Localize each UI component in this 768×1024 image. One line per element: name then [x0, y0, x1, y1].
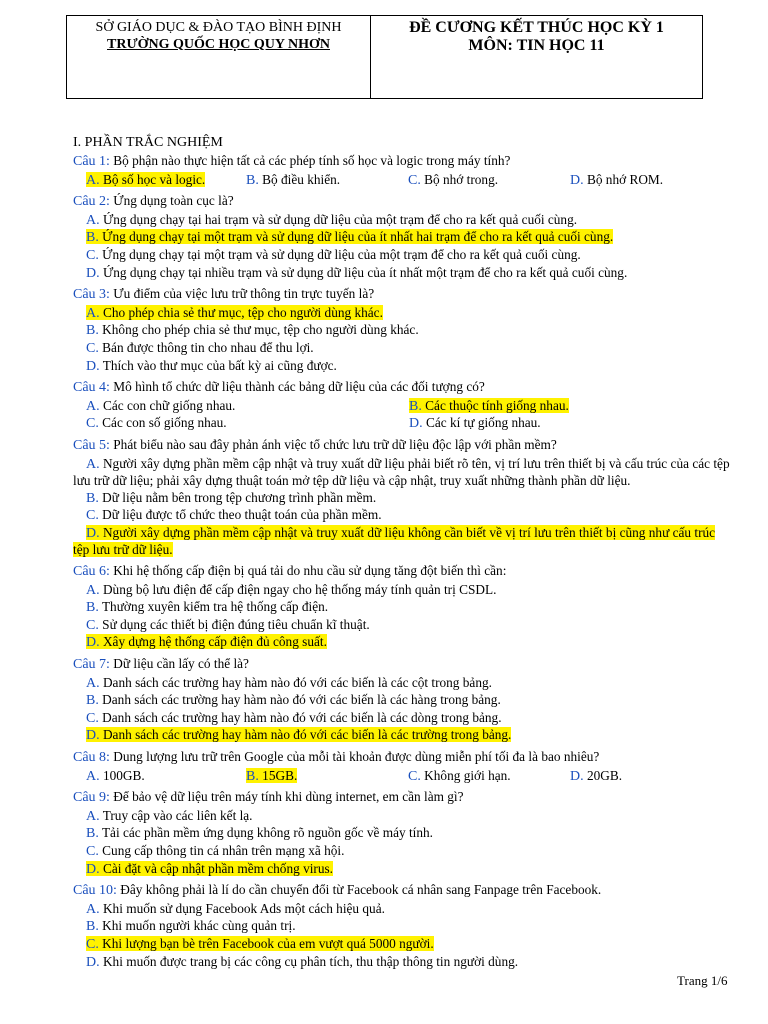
- answer-body: [86, 710, 502, 725]
- option-text: Thường xuyên kiểm tra hệ thống cấp điện.: [101, 599, 329, 615]
- correct-answer-highlight: [86, 936, 434, 951]
- option-letter: B.: [409, 398, 422, 414]
- option-letter: D.: [86, 635, 100, 651]
- answer-body: [86, 692, 501, 707]
- question-number: Câu 4:: [73, 380, 110, 396]
- question-number: Câu 2:: [73, 194, 110, 210]
- answer-option: [73, 456, 733, 490]
- option-letter: A.: [86, 901, 100, 917]
- option-text: Không cho phép chia sẻ thư mục, tệp cho người dùng khác.: [102, 322, 419, 338]
- question-stem: [73, 193, 733, 211]
- answer-body: [86, 340, 314, 355]
- question-item: [73, 882, 733, 971]
- option-letter: B.: [246, 768, 259, 784]
- option-letter: D.: [86, 358, 100, 374]
- option-text: Truy cập vào các liên kết lạ.: [102, 807, 253, 823]
- question-text: Dữ liệu cần lấy có thể là?: [113, 656, 249, 672]
- question-number: Câu 1:: [73, 154, 110, 169]
- correct-answer-highlight: [246, 768, 297, 783]
- option-letter: A.: [86, 808, 100, 824]
- option-text: Tải các phần mềm ứng dụng không rõ nguồn gốc về máy tính.: [101, 825, 433, 841]
- option-letter: B.: [86, 230, 99, 246]
- option-letter: B.: [86, 323, 99, 339]
- question-stem: [73, 379, 733, 397]
- question-stem: [73, 437, 733, 455]
- answer-option: [408, 768, 570, 786]
- option-text: Danh sách các trường hay hàm nào đó với các biến là các hàng trong bảng.: [102, 692, 501, 708]
- option-text: Bộ số học và logic.: [102, 171, 206, 187]
- answer-option: [86, 247, 733, 265]
- option-text: Các kí tự giống nhau.: [425, 415, 541, 431]
- answer-body: [570, 768, 622, 783]
- question-stem: [73, 656, 733, 674]
- answer-option: [246, 768, 408, 786]
- answer-option: [86, 265, 733, 283]
- option-letter: C.: [408, 768, 421, 784]
- answer-body: [86, 507, 382, 522]
- option-text: Cung cấp thông tin cá nhân trên mạng xã hội.: [102, 842, 345, 858]
- question-text: Bộ phận nào thực hiện tất cả các phép tính số học và logic trong máy tính?: [113, 153, 511, 168]
- option-text: Các con số giống nhau.: [102, 415, 227, 431]
- question-item: [73, 789, 733, 878]
- answer-body: [86, 212, 577, 227]
- option-letter: B.: [86, 600, 99, 616]
- option-letter: D.: [86, 525, 100, 541]
- option-text: Dùng bộ lưu điện để cấp điện ngay cho hệ thống máy tính quản trị CSDL.: [102, 581, 497, 597]
- answer-body: [86, 843, 344, 858]
- answer-body: [86, 358, 337, 373]
- document-title: ĐỀ CƯƠNG KẾT THÚC HỌC KỲ 1: [409, 19, 664, 36]
- answer-body: [86, 490, 376, 505]
- option-letter: A.: [86, 582, 100, 598]
- answer-option: [73, 525, 733, 559]
- answer-option: [86, 675, 733, 693]
- answer-body: [86, 918, 296, 933]
- option-letter: C.: [86, 340, 99, 356]
- option-text: Ứng dụng chạy tại một trạm và sử dụng dữ liệu của ít nhất hai trạm để cho ra kết quả cuối cùng.: [102, 229, 614, 245]
- option-letter: B.: [246, 172, 259, 188]
- section-title: I. PHẦN TRẮC NGHIỆM: [73, 135, 223, 150]
- option-text: Người xây dựng phần mềm cập nhật và truy xuất dữ liệu không cần biết về vị trí lưu trên thiết bị cũng như cấu trúc tệp lưu trữ dữ liệu.: [73, 524, 716, 558]
- question-stem: [73, 749, 733, 767]
- option-letter: B.: [86, 693, 99, 709]
- answer-body: [73, 456, 730, 489]
- answer-option: [86, 710, 733, 728]
- option-text: Ứng dụng chạy tại nhiều trạm và sử dụng dữ liệu của ít nhất một trạm để cho ra kết quả cuối cùng.: [102, 264, 628, 280]
- answer-option: [86, 954, 733, 972]
- answer-body: [246, 172, 340, 187]
- option-text: 100GB.: [102, 767, 145, 783]
- department-name: SỞ GIÁO DỤC & ĐÀO TẠO BÌNH ĐỊNH: [95, 20, 342, 35]
- correct-answer-highlight: [86, 634, 327, 649]
- question-item: [73, 563, 733, 652]
- option-letter: B.: [86, 826, 99, 842]
- answer-body: [86, 582, 496, 597]
- question-stem: [73, 563, 733, 581]
- question-item: [73, 286, 733, 375]
- answer-option: [86, 634, 733, 652]
- answer-body: [570, 172, 663, 187]
- answer-option: [246, 172, 408, 190]
- answer-option: [86, 172, 246, 190]
- correct-answer-highlight: [86, 861, 333, 876]
- option-text: Ứng dụng chạy tại một trạm và sử dụng dữ liệu của một trạm để cho ra kết quả cuối cùng.: [102, 246, 581, 262]
- answer-option: [86, 861, 733, 879]
- page-number: Trang 1/6: [677, 973, 728, 988]
- option-letter: D.: [86, 954, 100, 970]
- answer-option: [86, 340, 733, 358]
- answer-option: [409, 415, 732, 433]
- answer-option: [86, 398, 409, 416]
- option-text: Khi muốn được trang bị các công cụ phân tích, thu thập thông tin người dùng.: [102, 953, 519, 969]
- option-text: Bán được thông tin cho nhau để thu lợi.: [102, 339, 314, 355]
- option-letter: A.: [86, 398, 100, 414]
- option-text: Sử dụng các thiết bị điện đúng tiêu chuẩn kĩ thuật.: [102, 616, 370, 632]
- answer-option: [86, 936, 733, 954]
- answer-body: [86, 768, 145, 783]
- options-row: [86, 415, 733, 433]
- answer-option: [86, 582, 733, 600]
- correct-answer-highlight: [86, 172, 205, 187]
- answer-option: [86, 507, 733, 525]
- option-letter: D.: [570, 172, 584, 188]
- option-letter: A.: [86, 172, 100, 188]
- option-letter: C.: [86, 710, 99, 726]
- option-text: Khi muốn sử dụng Facebook Ads một cách hiệu quả.: [102, 900, 385, 916]
- option-text: Cho phép chia sẻ thư mục, tệp cho người dùng khác.: [102, 304, 383, 320]
- answer-option: [86, 617, 733, 635]
- option-letter: D.: [409, 416, 423, 432]
- option-text: Danh sách các trường hay hàm nào đó với các biến là các cột trong bảng.: [102, 674, 492, 690]
- answer-body: [86, 675, 492, 690]
- option-text: Danh sách các trường hay hàm nào đó với các biến là các dòng trong bảng.: [102, 709, 502, 725]
- option-text: Thích vào thư mục của bất kỳ ai cũng được.: [102, 357, 337, 373]
- answer-option: [86, 490, 733, 508]
- question-list: [73, 153, 733, 971]
- option-text: 15GB.: [262, 767, 298, 783]
- answer-option: [86, 599, 733, 617]
- answer-option: [408, 172, 570, 190]
- question-number: Câu 3:: [73, 287, 110, 303]
- question-text: Khi hệ thống cấp điện bị quá tải do nhu cầu sử dụng tăng đột biến thì cần:: [113, 563, 507, 579]
- question-text: Phát biểu nào sau đây phản ánh việc tổ chức lưu trữ dữ liệu độc lập với phần mềm?: [113, 436, 557, 452]
- answer-option: [86, 305, 733, 323]
- option-letter: C.: [86, 843, 99, 859]
- correct-answer-highlight: [86, 305, 383, 320]
- option-text: Cài đặt và cập nhật phần mềm chống virus.: [102, 860, 333, 876]
- header-right-cell: [371, 16, 702, 98]
- correct-answer-highlight: [86, 229, 613, 244]
- answer-body: [86, 954, 518, 969]
- question-stem: [73, 882, 733, 900]
- answer-option: [86, 768, 246, 786]
- correct-answer-highlight: [73, 525, 715, 558]
- question-stem: [73, 153, 733, 171]
- answer-option: [86, 415, 409, 433]
- answer-option: [86, 322, 733, 340]
- option-letter: C.: [86, 936, 99, 952]
- answer-option: [86, 692, 733, 710]
- question-text: Dung lượng lưu trữ trên Google của mỗi tài khoản được dùng miễn phí tối đa là bao nhiêu?: [113, 749, 600, 764]
- answer-body: [86, 901, 385, 916]
- header-left-cell: [67, 16, 371, 98]
- option-letter: C.: [86, 416, 99, 432]
- option-letter: C.: [408, 172, 421, 188]
- school-name: TRƯỜNG QUỐC HỌC QUY NHƠN: [107, 37, 330, 52]
- option-text: Bộ điều khiển.: [262, 171, 341, 187]
- question-text: Để bảo vệ dữ liệu trên máy tính khi dùng internet, em cần làm gì?: [113, 789, 464, 805]
- answer-option: [86, 825, 733, 843]
- option-letter: B.: [86, 919, 99, 935]
- option-letter: B.: [86, 490, 99, 506]
- answer-body: [408, 768, 511, 783]
- question-item: [73, 749, 733, 785]
- answer-body: [86, 247, 581, 262]
- question-number: Câu 6:: [73, 564, 110, 580]
- option-letter: A.: [86, 305, 100, 321]
- answer-body: [86, 617, 370, 632]
- answer-body: [86, 599, 328, 614]
- option-letter: C.: [86, 617, 99, 633]
- option-text: Xây dựng hệ thống cấp điện đủ công suất.: [102, 634, 327, 650]
- question-number: Câu 8:: [73, 750, 110, 765]
- option-text: Danh sách các trường hay hàm nào đó với các biến là các trường trong bảng.: [102, 727, 512, 743]
- question-item: [73, 656, 733, 745]
- option-text: Dữ liệu nằm bên trong tệp chương trình phần mềm.: [102, 489, 377, 505]
- answer-option: [86, 727, 733, 745]
- answer-option: [86, 229, 733, 247]
- answer-option: [570, 768, 730, 786]
- option-letter: C.: [86, 247, 99, 263]
- option-text: Khi muốn người khác cùng quản trị.: [102, 918, 296, 934]
- answer-body: [86, 415, 227, 430]
- option-letter: D.: [86, 265, 100, 281]
- option-letter: A.: [86, 456, 100, 472]
- question-text: Ưu điểm của việc lưu trữ thông tin trực tuyến là?: [113, 286, 375, 302]
- answer-body: [409, 415, 541, 430]
- option-text: Các con chữ giống nhau.: [102, 397, 236, 413]
- question-number: Câu 10:: [73, 883, 117, 899]
- option-text: Các thuộc tính giống nhau.: [425, 397, 569, 413]
- question-number: Câu 7:: [73, 657, 110, 673]
- option-text: Dữ liệu được tổ chức theo thuật toán của phần mềm.: [102, 507, 382, 523]
- question-number: Câu 5:: [73, 437, 110, 453]
- correct-answer-highlight: [409, 398, 569, 413]
- answer-option: [409, 398, 732, 416]
- answer-body: [86, 265, 627, 280]
- answer-option: [86, 358, 733, 376]
- option-letter: C.: [86, 508, 99, 524]
- option-text: 20GB.: [586, 767, 623, 783]
- option-text: Bộ nhớ trong.: [424, 171, 499, 187]
- question-text: Ứng dụng toàn cục là?: [113, 193, 234, 209]
- answer-option: [86, 843, 733, 861]
- option-letter: D.: [570, 768, 584, 784]
- option-letter: A.: [86, 675, 100, 691]
- option-letter: A.: [86, 212, 100, 228]
- option-text: Khi lượng bạn bè trên Facebook của em vượt quá 5000 người.: [102, 935, 434, 951]
- answer-option: [86, 212, 733, 230]
- answer-body: [86, 808, 253, 823]
- correct-answer-highlight: [86, 727, 511, 742]
- option-text: Người xây dựng phần mềm cập nhật và truy xuất dữ liệu phải biết rõ tên, vị trí lưu trên thiết bị và cấu trúc của các tệp lưu trữ dữ liệu; phải xây dựng thuật toán mở tệp dữ liệu và cập nhật, truy xuất những thành phần dữ liệu.: [73, 455, 730, 489]
- question-item: [73, 379, 733, 433]
- answer-option: [86, 918, 733, 936]
- option-text: Ứng dụng chạy tại hai trạm và sử dụng dữ liệu của một trạm để cho ra kết quả cuối cùng.: [102, 211, 578, 227]
- question-text: Đây không phải là lí do cần chuyển đổi từ Facebook cá nhân sang Fanpage trên Facebook.: [120, 882, 602, 898]
- option-text: Không giới hạn.: [424, 767, 511, 783]
- option-text: Bộ nhớ ROM.: [586, 171, 664, 187]
- answer-body: [86, 322, 419, 337]
- answer-option: [86, 901, 733, 919]
- question-stem: [73, 286, 733, 304]
- question-stem: [73, 789, 733, 807]
- question-text: Mô hình tổ chức dữ liệu thành các bảng dữ liệu của các đối tượng có?: [113, 379, 485, 395]
- option-letter: D.: [86, 728, 100, 744]
- options-row: [86, 398, 733, 416]
- option-letter: D.: [86, 861, 100, 877]
- answer-body: [86, 398, 235, 413]
- question-item: [73, 153, 733, 189]
- option-letter: A.: [86, 768, 100, 784]
- answer-option: [86, 808, 733, 826]
- document-header: [66, 15, 703, 99]
- answer-option: [570, 172, 730, 190]
- question-number: Câu 9:: [73, 790, 110, 806]
- subject-title: MÔN: TIN HỌC 11: [468, 37, 605, 54]
- answer-body: [408, 172, 498, 187]
- options-row: [86, 768, 733, 786]
- question-item: [73, 437, 733, 559]
- options-row: [86, 172, 733, 190]
- question-item: [73, 193, 733, 282]
- answer-body: [86, 825, 433, 840]
